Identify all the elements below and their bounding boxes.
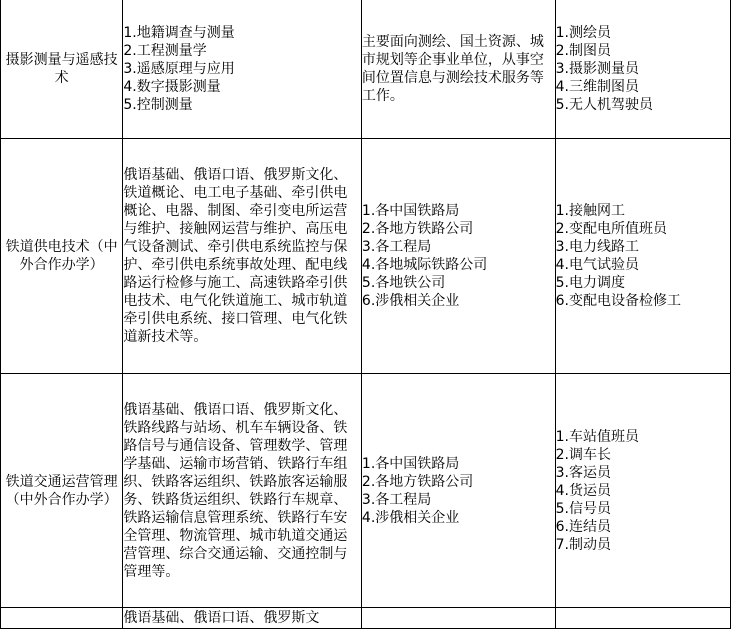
position-item: 5.无人机驾驶员 [555, 96, 653, 113]
positions-cell [555, 139, 730, 374]
positions-cell [555, 608, 730, 629]
employer-item: 3.各工程局 [361, 239, 432, 255]
major-name: 铁道交通运营管理（中外合作办学） [1, 374, 123, 608]
position-item: 3.摄影测量员 [555, 60, 639, 77]
position-item: 6.变配电设备检修工 [555, 293, 681, 309]
position-item: 5.信号员 [555, 500, 611, 517]
position-item: 1.接触网工 [555, 203, 625, 219]
position-item: 3.电力线路工 [555, 239, 639, 255]
position-item: 1.车站值班员 [555, 428, 639, 445]
course-item: 5.控制测量 [123, 96, 193, 113]
table-row [1, 0, 731, 139]
courses-cell [123, 0, 362, 139]
position-item: 7.制动员 [555, 536, 611, 553]
major-name: 铁道供电技术（中外合作办学） [1, 139, 123, 374]
major-name [1, 608, 123, 629]
positions-cell [555, 374, 730, 608]
course-item: 4.数字摄影测量 [123, 78, 221, 95]
employer-list [362, 455, 555, 527]
employers-cell [361, 374, 555, 608]
position-item: 2.制图员 [555, 42, 611, 59]
course-item: 2.工程测量学 [123, 42, 207, 59]
employer-item: 2.各地方铁路公司 [361, 473, 474, 490]
position-item: 2.变配电所值班员 [555, 221, 667, 237]
employer-item: 6.涉俄相关企业 [361, 293, 460, 309]
courses-text: 俄语基础、俄语口语、俄罗斯文化、铁路线路与站场、机车车辆设备、铁路信号与通信设备、管理数学、管理学基础、运输市场营销、铁路行车组织、铁路客运组织、铁路旅客运输服务、铁路货运组织、铁路行车规章、铁路运输信息管理系统、铁路行车安全管理、物流管理、城市轨道交通运营管理、综合交通运输、交通控制与管理等。 [123, 401, 348, 580]
employer-item: 4.涉俄相关企业 [361, 509, 460, 526]
positions-cell [555, 0, 730, 139]
courses-text: 俄语基础、俄语口语、俄罗斯文化、铁道概论、电工电子基础、牵引供电概论、电器、制图、牵引变电所运营与维护、接触网运营与维护、高压电气设备测试、牵引供电系统监控与保护、牵引供电系统事故处理、配电线路运行检修与施工、高速铁路牵引供电技术、电气化铁道施工、城市轨道牵引供电系统、接口管理、电气化铁道新技术等。 [123, 167, 348, 345]
employer-item: 1.各中国铁路局 [361, 455, 460, 472]
courses-cell [123, 608, 362, 629]
table-row-partial [1, 608, 731, 629]
employer-item: 5.各地铁公司 [361, 275, 446, 291]
employers-cell [361, 0, 555, 139]
employer-item: 1.各中国铁路局 [361, 203, 460, 219]
position-item: 3.客运员 [555, 464, 611, 481]
table-row [1, 139, 731, 374]
course-item: 1.地籍调查与测量 [123, 24, 235, 41]
position-item: 1.测绘员 [555, 24, 611, 41]
position-item: 6.连结员 [555, 518, 611, 535]
courses-cell [123, 139, 362, 374]
employer-item: 4.各地城际铁路公司 [361, 257, 488, 273]
course-item: 3.遥感原理与应用 [123, 60, 235, 77]
employer-list [362, 202, 555, 310]
courses-cell [123, 374, 362, 608]
position-item: 2.调车长 [555, 446, 611, 463]
position-item: 4.货运员 [555, 482, 611, 499]
position-list [556, 428, 730, 554]
employer-item: 3.各工程局 [361, 491, 432, 508]
major-name: 摄影测量与遥感技术 [1, 0, 123, 139]
employers-cell [361, 608, 555, 629]
position-list [556, 24, 730, 114]
position-item: 5.电力调度 [555, 275, 625, 291]
employer-item: 2.各地方铁路公司 [361, 221, 474, 237]
employers-text: 主要面向测绘、国土资源、城市规划等企事业单位，从事空间位置信息与测绘技术服务等工作。 [361, 33, 544, 104]
employers-cell [361, 139, 555, 374]
table-row [1, 374, 731, 608]
position-item: 4.电气试验员 [555, 257, 639, 273]
position-item: 4.三维制图员 [555, 78, 639, 95]
courses-text-partial: 俄语基础、俄语口语、俄罗斯文 [123, 610, 320, 626]
course-list [123, 24, 361, 114]
position-list [556, 202, 730, 310]
